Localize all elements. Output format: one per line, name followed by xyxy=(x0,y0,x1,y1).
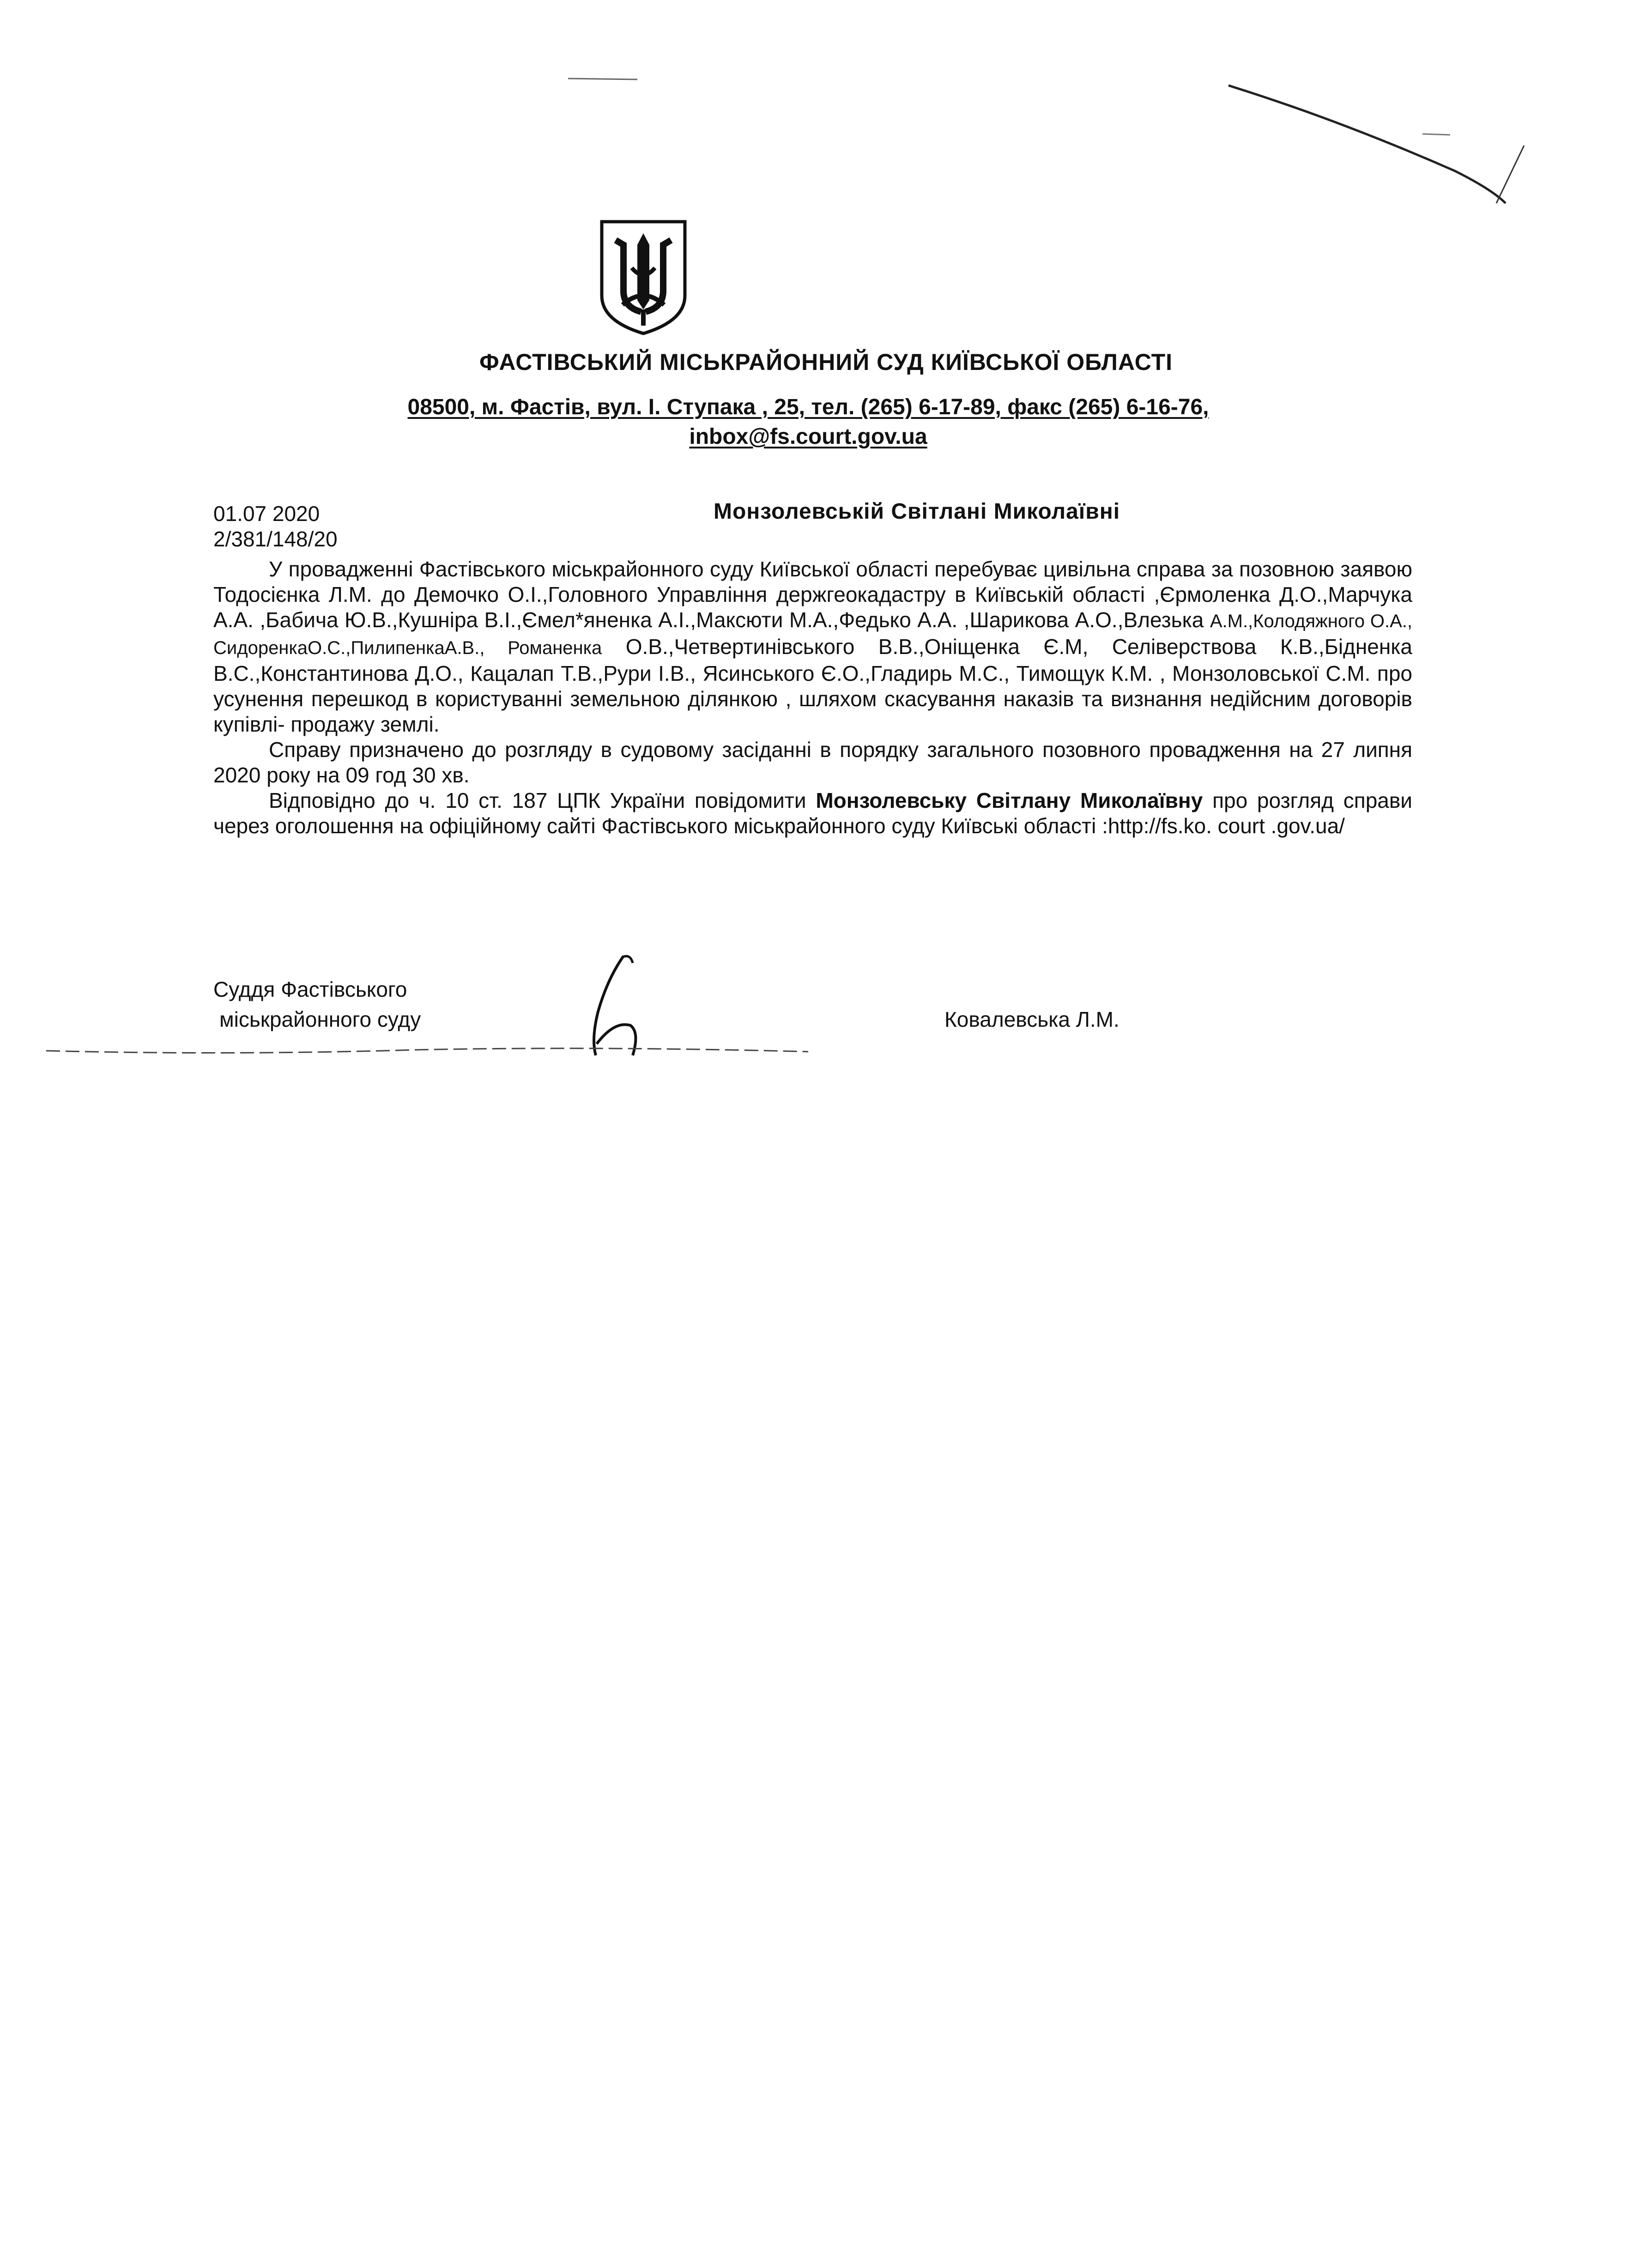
paragraph-hearing-date: Справу призначено до розгляду в судовому засіданні в порядку загального позовного провадження на 27 липня 2020 року на 09 год 30 хв. xyxy=(213,738,1412,787)
paragraph-notification: Відповідно до ч. 10 ст. 187 ЦПК України повідомити Монзолевську Світлану Миколаївну про розгляд справи через оголошення на офіційному сайті Фастівського міськрайонного суду Київські області :http://fs.ko. court .gov.ua/ xyxy=(213,788,1412,838)
signature-dashed-line xyxy=(46,1042,831,1060)
trident-emblem-icon xyxy=(595,217,692,337)
signer-role-line2: міськрайонного суду xyxy=(219,1007,421,1031)
recipient-name: Монзолевській Світлані Миколаївні xyxy=(714,499,1120,524)
scan-artifact-lines xyxy=(0,0,1652,277)
judge-name: Ковалевська Л.М. xyxy=(944,1007,1119,1031)
signer-role-line1: Суддя Фастівського xyxy=(213,977,407,1001)
court-email-link[interactable]: inbox@fs.court.gov.ua xyxy=(689,424,927,449)
notified-person-name: Монзолевську Світлану Миколаївну xyxy=(816,788,1203,812)
address-line: 08500, м. Фастів, вул. І. Ступака , 25, тел. (265) 6-17-89, факс (265) 6-16-76, xyxy=(407,395,1209,419)
court-name-heading: ФАСТІВСЬКИЙ МІСЬКРАЙОННИЙ СУД КИЇВСЬКОЇ ОБЛАСТІ xyxy=(479,349,1173,375)
notice-body xyxy=(213,557,1412,839)
case-number: 2/381/148/20 xyxy=(213,527,338,551)
paragraph-case-description: У провадженні Фастівського міськрайонного суду Київської області перебуває цивільна справа за позовною заявою Тодосієнка Л.М. до Демочко О.І.,Головного Управління держгеокадастру в Київській області ,Єрмоленка Д.О.,Марчука А.А. ,Бабича Ю.В.,Кушніра В.І.,Ємел*яненка А.І.,Максюти М.А.,Федько А.А. ,Шарикова А.О.,Влезька А.М.,Колодяжного О.А., СидоренкаО.С.,ПилипенкаА.В., Романенка О.В.,Четвертинівського В.В.,Оніщенка Є.М, Селіверствова К.В.,Бідненка В.С.,Константинова Д.О., Кацалап Т.В.,Рури І.В., Ясинського Є.О.,Гладирь М.С., Тимощук К.М. , Монзоловської С.М. про усунення перешкод в користуванні земельною ділянкою , шляхом скасування наказів та визнання недійсним договорів купівлі- продажу землі. xyxy=(213,557,1413,736)
court-address xyxy=(277,393,1339,452)
document-date: 01.07 2020 xyxy=(213,502,320,526)
